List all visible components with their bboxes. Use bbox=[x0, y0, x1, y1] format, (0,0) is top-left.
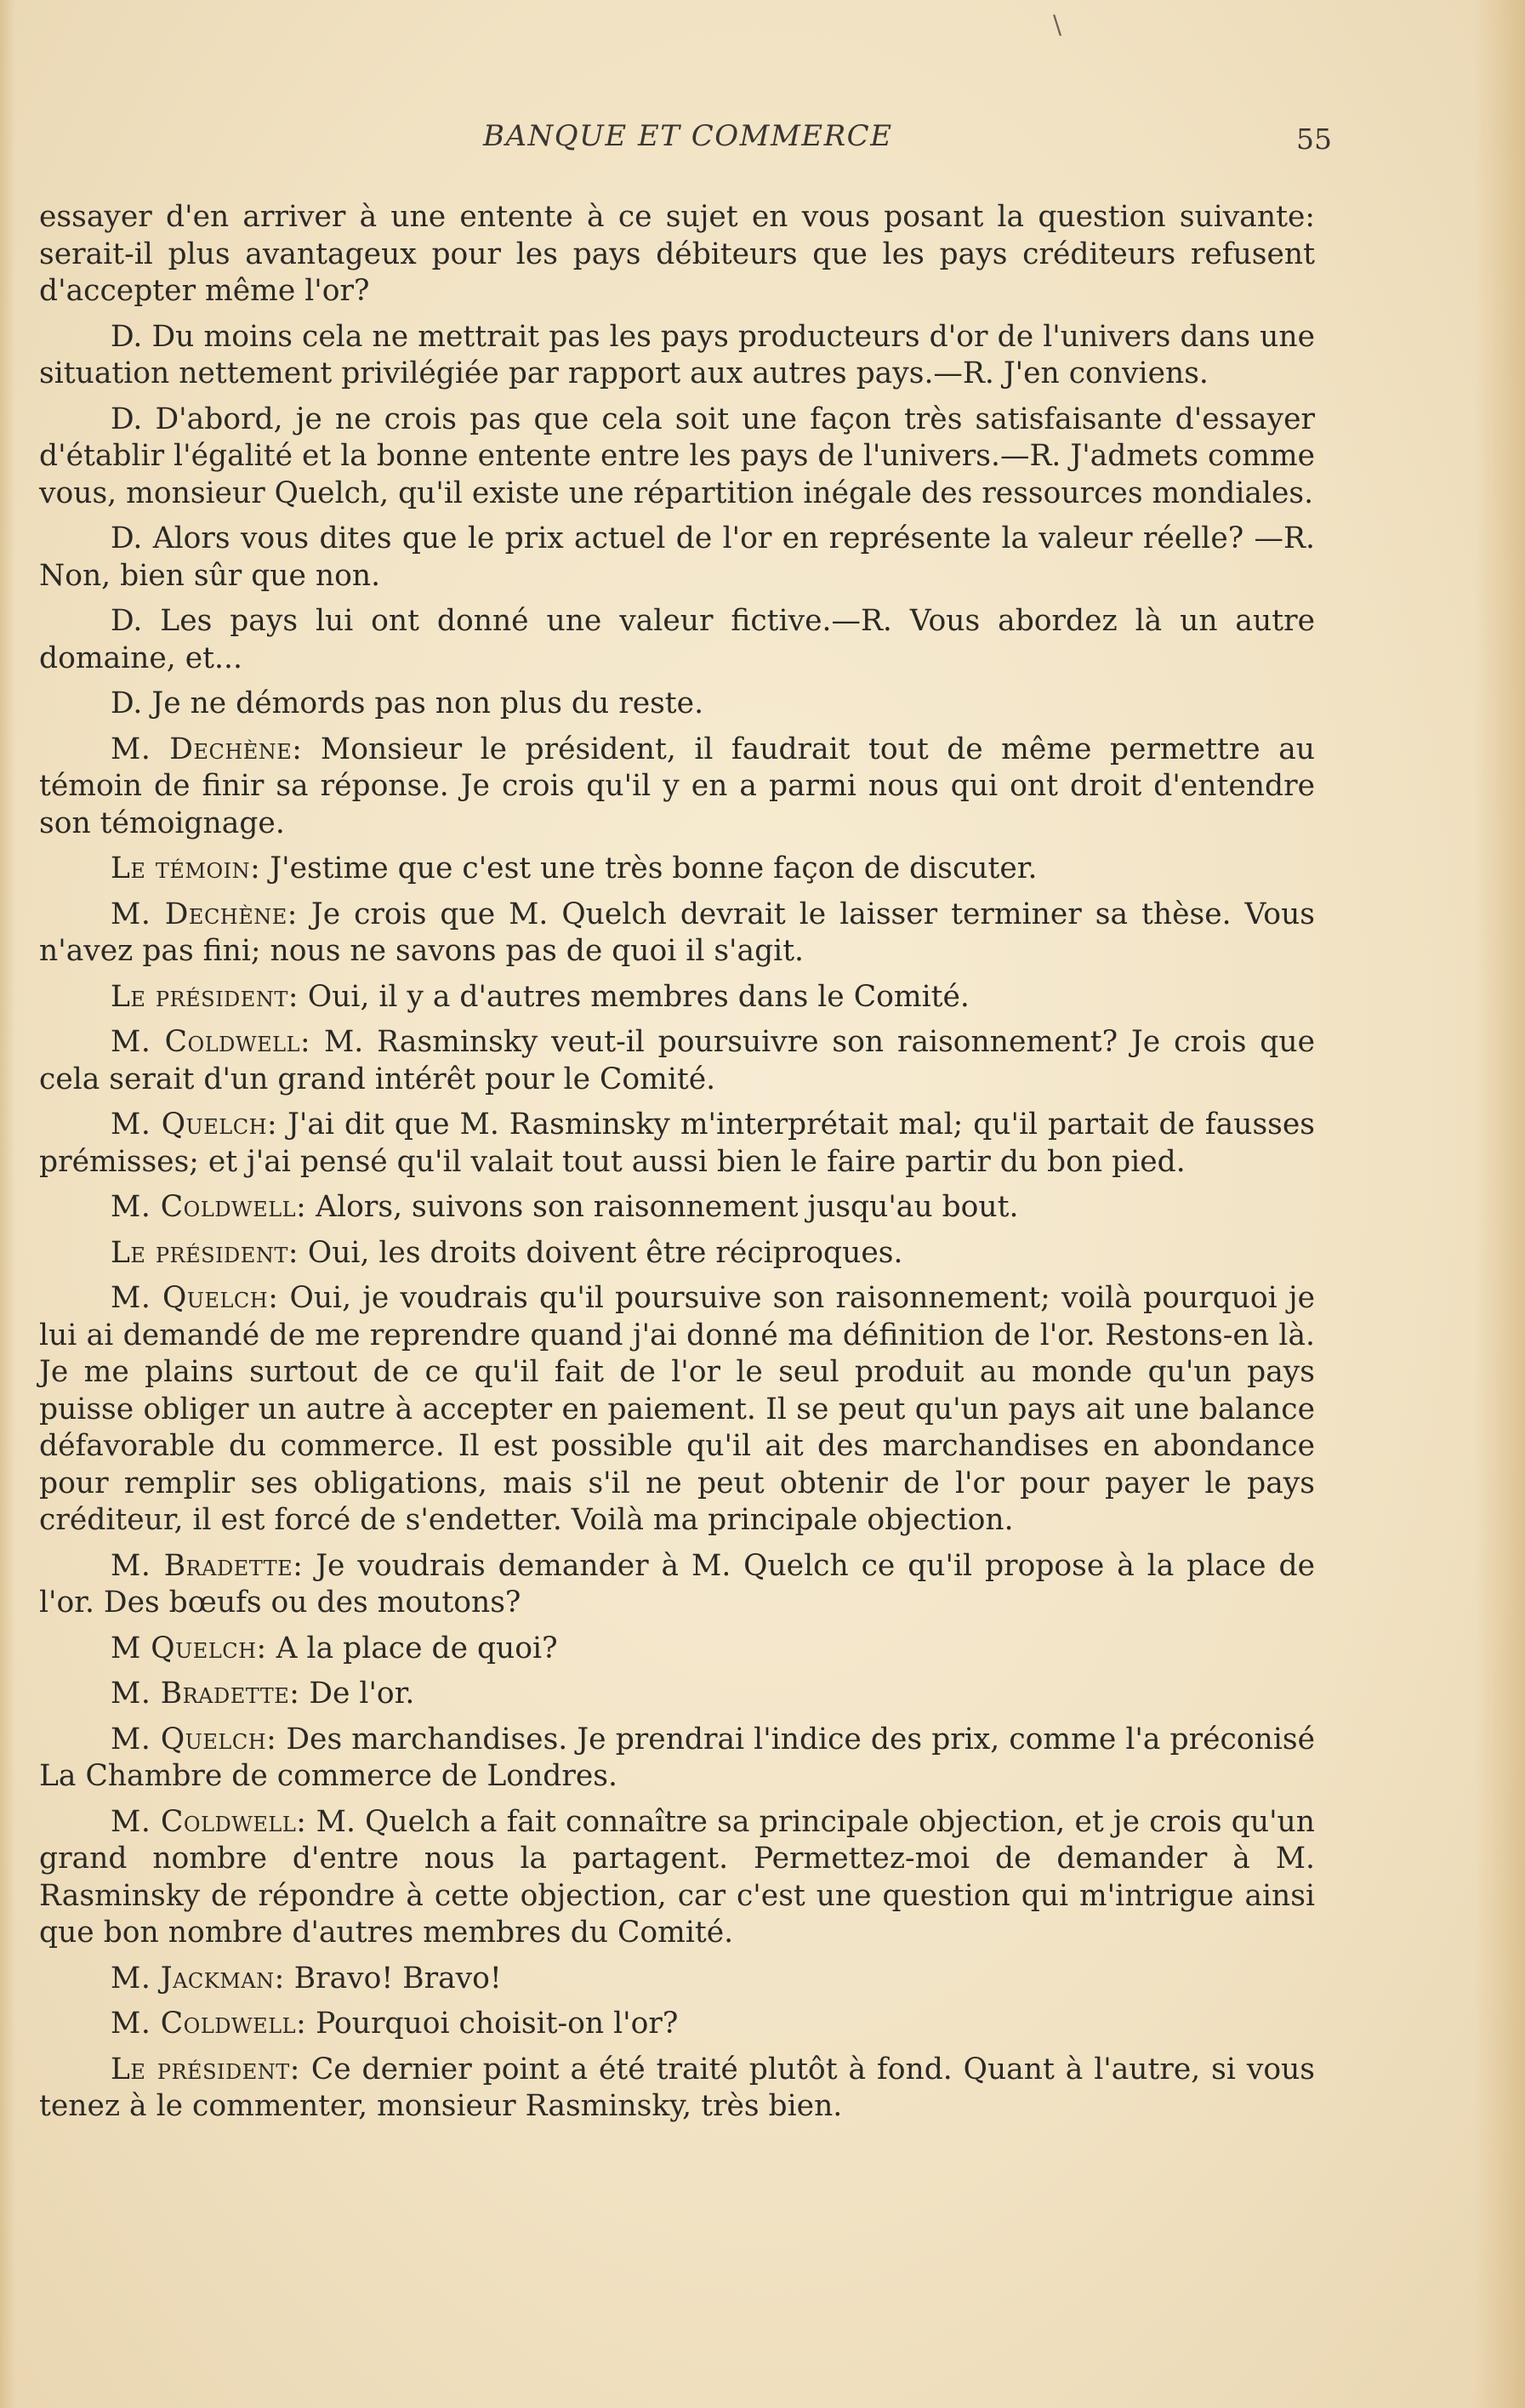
paragraph bbox=[39, 521, 1315, 595]
paragraph bbox=[39, 1548, 1315, 1622]
paragraph-text: D. D'abord, je ne crois pas que cela soit une façon très satisfaisante d'essayer d'établir l'égalité et la bonne entente entre les pays de l'univers.—R. J'admets comme vous, monsieur Quelch, qu'il existe une répartition inégale des ressources mondiales. bbox=[39, 401, 1315, 510]
paragraph-text: M. Rasminsky veut-il poursuivre son raisonnement? Je crois que cela serait d'un grand intérêt pour le Comité. bbox=[39, 1025, 1315, 1096]
paragraph-text: A la place de quoi? bbox=[276, 1631, 558, 1665]
speaker-label: M. Coldwell: bbox=[111, 1804, 307, 1839]
paragraph-text: J'ai dit que M. Rasminsky m'interprétait mal; qu'il partait de fausses prémisses; et j'ai pensé qu'il valait tout aussi bien le faire partir du bon pied. bbox=[39, 1107, 1315, 1179]
running-title: BANQUE ET COMMERCE bbox=[483, 119, 893, 153]
paragraph-text: Pourquoi choisit-on l'or? bbox=[316, 2007, 679, 2041]
page-number: 55 bbox=[1296, 122, 1332, 156]
speaker-label: M. Coldwell: bbox=[111, 2007, 307, 2041]
paragraph bbox=[39, 603, 1315, 677]
speaker-label: M. Coldwell: bbox=[111, 1025, 311, 1059]
paragraph-text: Monsieur le président, il faudrait tout de même permettre au témoin de finir sa réponse. Je crois qu'il y en a parmi nous qui ont droit d'entendre son témoignage. bbox=[39, 732, 1315, 840]
paragraph bbox=[39, 686, 1315, 723]
paragraph bbox=[39, 732, 1315, 843]
paragraph-text: Ce dernier point a été traité plutôt à fond. Quant à l'autre, si vous tenez à le commenter, monsieur Rasminsky, très bien. bbox=[39, 2052, 1316, 2123]
paragraph bbox=[39, 1804, 1315, 1952]
paragraph-text: Oui, les droits doivent être réciproques. bbox=[307, 1235, 903, 1270]
paragraph bbox=[39, 1107, 1315, 1181]
paragraph-text: M. Quelch a fait connaître sa principale objection, et je crois qu'un grand nombre d'entre nous la partagent. Permettez-moi de demander à M. Rasminsky de répondre à cette objection, car c'est une question qui m'intrigue ainsi que bon nombre d'autres membres du Comité. bbox=[39, 1804, 1315, 1950]
paragraph bbox=[39, 1024, 1315, 1098]
speaker-label: Le président: bbox=[111, 1235, 299, 1270]
speaker-label: M. Dechène: bbox=[111, 732, 303, 766]
paragraph-text: D. Je ne démords pas non plus du reste. bbox=[111, 686, 704, 720]
page-right-edge bbox=[1474, 0, 1525, 2408]
paragraph-text: essayer d'en arriver à une entente à ce sujet en vous posant la question suivante: serait-il plus avantageux pour les pays débiteurs que les pays créditeurs refusent d'accepter même l'or? bbox=[39, 200, 1315, 308]
speaker-label: M. Bradette: bbox=[111, 1548, 304, 1583]
paragraph bbox=[39, 2006, 1315, 2043]
speaker-label: Le président: bbox=[111, 2052, 300, 2086]
paragraph bbox=[39, 401, 1315, 513]
paragraph bbox=[39, 1631, 1315, 1668]
speaker-label: M. Dechène: bbox=[111, 897, 298, 931]
paragraph-text: D. Les pays lui ont donné une valeur fictive.—R. Vous abordez là un autre domaine, et... bbox=[39, 604, 1315, 675]
paragraph bbox=[39, 897, 1315, 971]
paragraph-text: Des marchandises. Je prendrai l'indice des prix, comme l'a préconisé La Chambre de commerce de Londres. bbox=[39, 1722, 1315, 1793]
paragraph bbox=[39, 1189, 1315, 1227]
paragraph-text: Alors, suivons son raisonnement jusqu'au bout. bbox=[316, 1190, 1019, 1224]
paragraph bbox=[39, 1280, 1315, 1540]
paragraph-text: D. Du moins cela ne mettrait pas les pays producteurs d'or de l'univers dans une situation nettement privilégiée par rapport aux autres pays.—R. J'en conviens. bbox=[39, 319, 1315, 390]
speaker-label: M. Bradette: bbox=[111, 1676, 300, 1711]
paragraph bbox=[39, 851, 1315, 888]
speaker-label: M. Quelch: bbox=[111, 1107, 278, 1141]
speaker-label: M. Quelch: bbox=[111, 1722, 277, 1756]
page-left-edge bbox=[0, 0, 15, 2408]
paragraph bbox=[39, 1235, 1315, 1272]
paragraph bbox=[39, 979, 1315, 1016]
paragraph bbox=[39, 2052, 1315, 2126]
speaker-label: Le président: bbox=[111, 979, 299, 1014]
speaker-label: M. Quelch: bbox=[111, 1281, 279, 1315]
speaker-label: M. Jackman: bbox=[111, 1961, 285, 1995]
paragraph bbox=[39, 1722, 1315, 1796]
paragraph bbox=[39, 1676, 1315, 1713]
paragraph bbox=[39, 199, 1315, 310]
running-header bbox=[0, 119, 1525, 160]
paragraph bbox=[39, 319, 1315, 393]
paragraph-text: Oui, je voudrais qu'il poursuive son raisonnement; voilà pourquoi je lui ai demandé de me reprendre quand j'ai donné ma définition de l'or. Restons-en là. Je me plains surtout de ce qu'il fait de l'or le seul produit au monde qu'un pays puisse obliger un autre à accepter en paiement. Il se peut qu'un pays ait une balance défavorable du commerce. Il est possible qu'il ait des marchandises en abondance pour remplir ses obligations, mais s'il ne peut obtenir de l'or pour payer le pays créditeur, il est forcé de s'endetter. Voilà ma principale objection. bbox=[39, 1281, 1315, 1537]
paragraph-text: Je crois que M. Quelch devrait le laisser terminer sa thèse. Vous n'avez pas fini; nous ne savons pas de quoi il s'agit. bbox=[39, 897, 1315, 968]
paragraph-text: Bravo! Bravo! bbox=[293, 1961, 502, 1995]
speaker-label: Le témoin: bbox=[111, 851, 261, 885]
speaker-label: M. Coldwell: bbox=[111, 1190, 307, 1224]
paragraph-text: Oui, il y a d'autres membres dans le Comité. bbox=[307, 979, 970, 1014]
body-text bbox=[39, 199, 1315, 2134]
stray-mark: \ bbox=[1053, 10, 1062, 40]
paragraph-text: J'estime que c'est une très bonne façon de discuter. bbox=[270, 851, 1038, 885]
paragraph-text: De l'or. bbox=[309, 1676, 415, 1711]
paragraph-text: Je voudrais demander à M. Quelch ce qu'il propose à la place de l'or. Des bœufs ou des moutons? bbox=[39, 1548, 1315, 1620]
paragraph bbox=[39, 1961, 1315, 1998]
speaker-label: M Quelch: bbox=[111, 1631, 267, 1665]
paragraph-text: D. Alors vous dites que le prix actuel de l'or en représente la valeur réelle? —R. Non, bien sûr que non. bbox=[39, 521, 1315, 593]
